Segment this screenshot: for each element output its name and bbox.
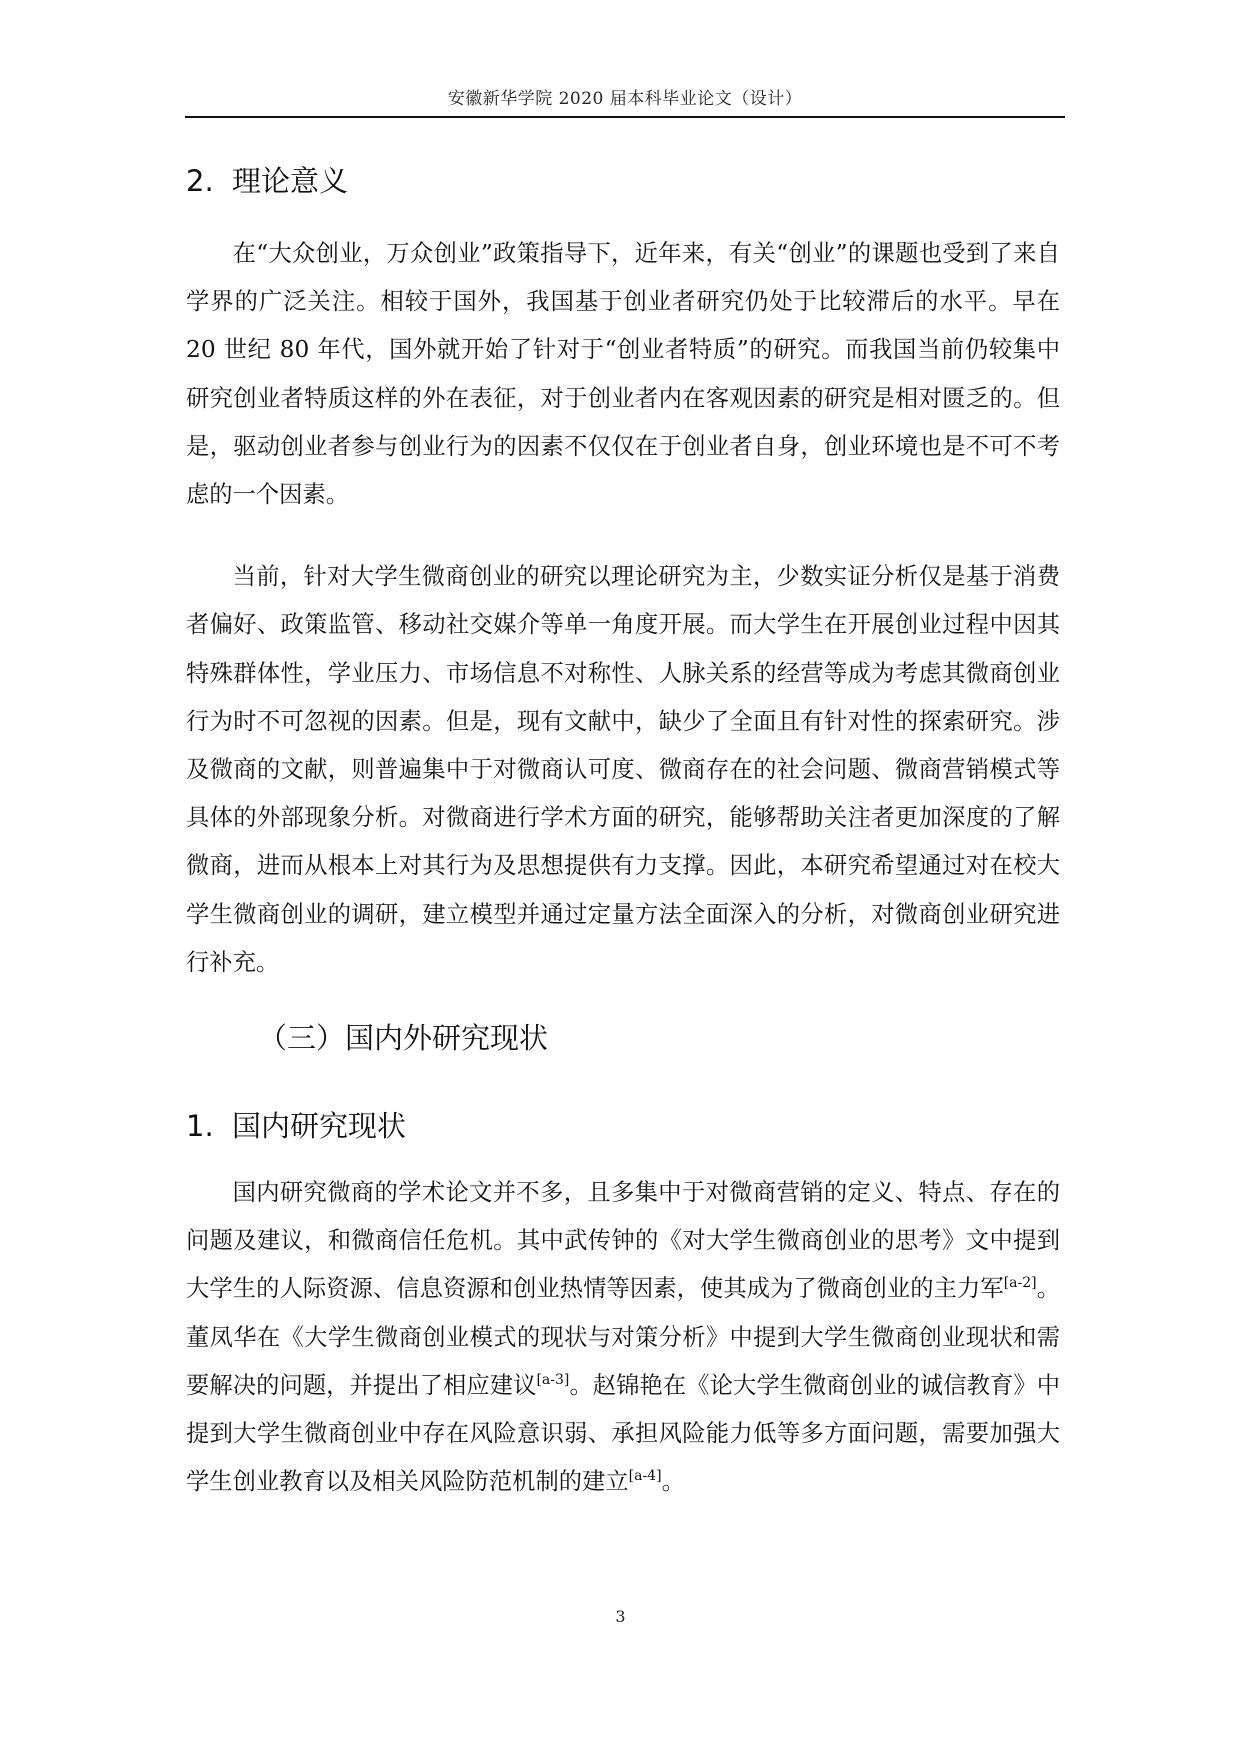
text-segment: 。董凤华在《大学生微商创业模式的现状与对策分析》中提到大学生微商创业现状和需要解决的问题，并提出了相应建议 xyxy=(186,1275,1061,1399)
heading-title: 国内研究现状 xyxy=(232,1109,407,1144)
page-content xyxy=(186,160,1060,1506)
text-segment: 国内研究微商的学术论文并不多，且多集中于对微商营销的定义、特点、存在的问题及建议，和微商信任危机。其中武传钟的《对大学生微商创业的思考》文中提到大学生的人际资源、信息资源和创业热情等因素，使其成为了微商创业的主力军 xyxy=(186,1179,1060,1303)
header-rule xyxy=(185,116,1065,118)
text-segment: 。赵锦艳在《论大学生微商创业的诚信教育》中提到大学生微商创业中存在风险意识弱、承担风险能力低等多方面问题，需要加强大学生创业教育以及相关风险防范机制的建立 xyxy=(186,1371,1061,1496)
page-number: 3 xyxy=(615,1607,626,1626)
heading-theory xyxy=(186,160,1060,202)
paragraph-theory-1: 在“大众创业，万众创业”政策指导下，近年来，有关“创业”的课题也受到了来自学界的广泛关注。相较于国外，我国基于创业者研究仍处于比较滞后的水平。早在 20 世纪 80 年代，国外就开始了针对于“创业者特质”的研究。而我国当前仍较集中研究创业者特质这样的外在表征，对于创业者内在客观因素的研究是相对匮乏的。但是，驱动创业者参与创业行为的因素不仅仅在于创业者自身，创业环境也是不可不考虑的一个因素。 xyxy=(186,240,1060,509)
heading-research-status: （三）国内外研究现状 xyxy=(258,1021,549,1056)
heading-domestic xyxy=(186,1105,1060,1147)
citation-ref: [a-2] xyxy=(1003,1275,1037,1292)
heading-number: 1. xyxy=(186,1109,214,1144)
heading-number: 2. xyxy=(186,164,214,198)
heading-title: 理论意义 xyxy=(232,164,349,198)
paragraph-theory-2: 当前，针对大学生微商创业的研究以理论研究为主，少数实证分析仅是基于消费者偏好、政策监管、移动社交媒介等单一角度开展。而大学生在开展创业过程中因其特殊群体性，学业压力、市场信息不对称性、人脉关系的经营等成为考虑其微商创业行为时不可忽视的因素。但是，现有文献中，缺少了全面且有针对性的探索研究。涉及微商的文献，则普遍集中于对微商认可度、微商存在的社会问题、微商营销模式等具体的外部现象分析。对微商进行学术方面的研究，能够帮助关注者更加深度的了解微商，进而从根本上对其行为及思想提供有力支撑。因此，本研究希望通过对在校大学生微商创业的调研，建立模型并通过定量方法全面深入的分析，对微商创业研究进行补充。 xyxy=(186,563,1060,976)
page-header: 安徽新华学院 2020 届本科毕业论文（设计） xyxy=(447,89,803,109)
paragraph-domestic xyxy=(186,1169,1060,1506)
text-segment: 。 xyxy=(661,1468,685,1496)
citation-ref: [a-4] xyxy=(628,1468,662,1485)
citation-ref: [a-3] xyxy=(536,1371,570,1388)
